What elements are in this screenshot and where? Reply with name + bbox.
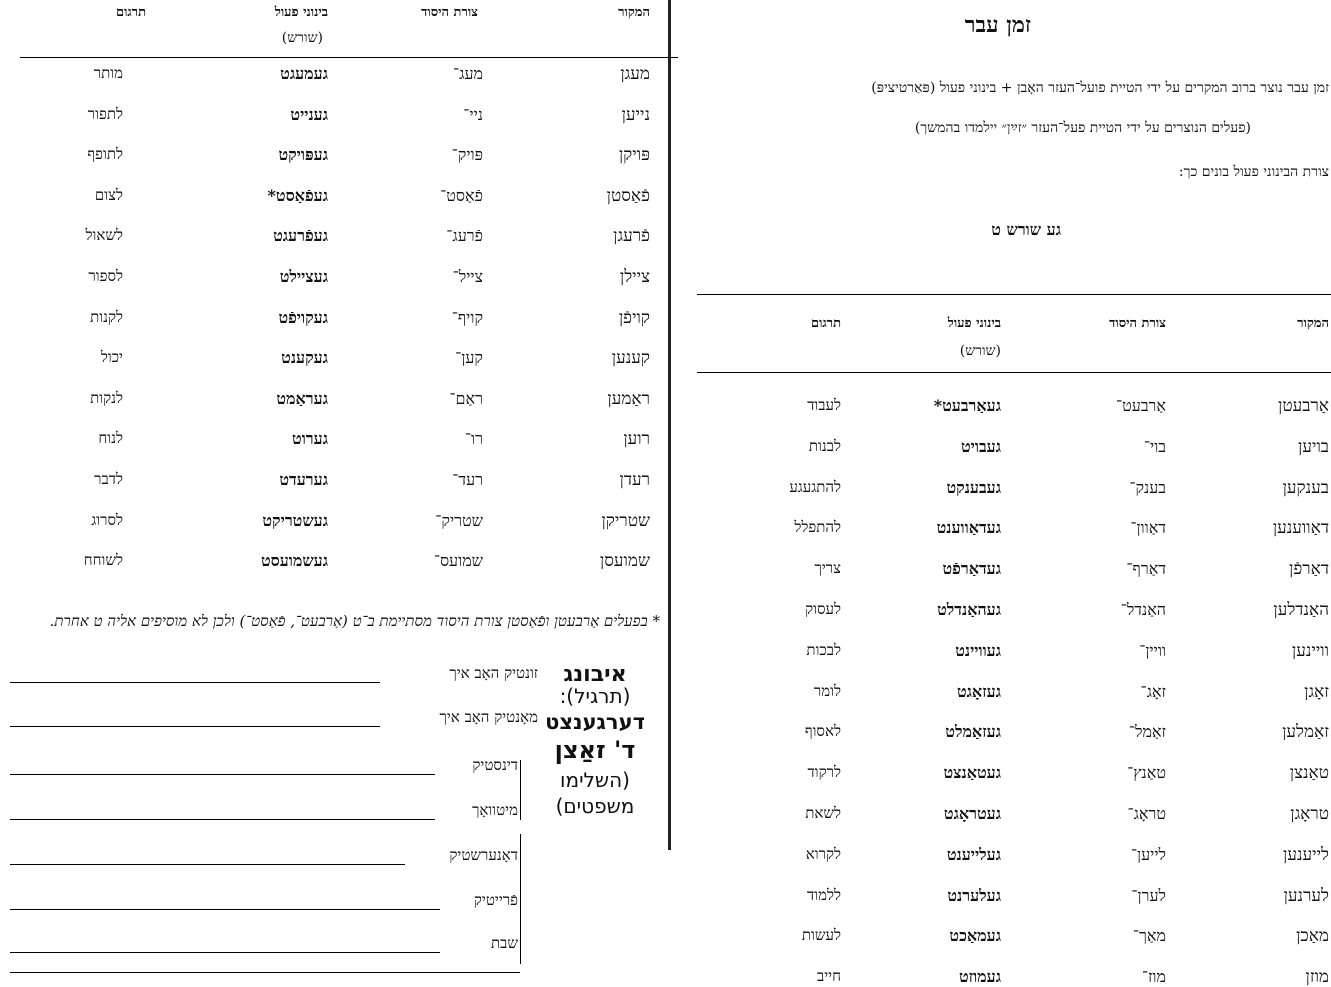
exercise-bracket	[520, 834, 521, 964]
cell-base: ניי־	[463, 104, 483, 124]
intro-paragraph: זמן עבר נוצר ברוב המקרים על ידי הטיית פועל־העזר האָבן + בינוני פעול (פּאַרטיציפּ)	[871, 80, 1329, 96]
header-source: המקור	[1297, 316, 1329, 331]
exercise-day-label: דינסטיק	[472, 756, 518, 774]
exercise-answer-line[interactable]	[10, 819, 435, 820]
exercise-day-label: דאָנערשטיק	[449, 846, 518, 864]
cell-base: פּויק־	[451, 145, 483, 165]
cell-source: מעגן	[620, 64, 650, 84]
cell-base: ראַם־	[449, 388, 483, 408]
cell-translation: לנוח	[98, 429, 123, 448]
cell-base: אַרבעט־	[1115, 396, 1166, 415]
left-page	[10, 0, 678, 977]
cell-participle: געפֿרעגט	[273, 226, 328, 246]
cell-base: שמועס־	[433, 551, 483, 571]
cell-translation: יכול	[100, 348, 123, 367]
cell-source: האַנדלען	[1273, 600, 1329, 620]
stamp-subtitle: (תרגיל):	[559, 684, 631, 708]
exercise-day-label: מיטוואָך	[472, 801, 518, 819]
cell-base: פֿרעג־	[446, 226, 483, 246]
stamp-line1: דערגענצט	[545, 710, 645, 734]
cell-source: לערנען	[1283, 885, 1329, 906]
cell-base: רו־	[464, 429, 483, 449]
cell-translation: לאסוף	[804, 722, 841, 741]
exercise-answer-line[interactable]	[10, 774, 435, 775]
cell-translation: לקרוא	[805, 844, 841, 863]
cell-translation: להתפלל	[794, 518, 841, 537]
header-participle: בינוני פעול	[947, 316, 1001, 331]
cell-translation: לשאת	[805, 804, 841, 822]
cell-participle: געבענקט	[946, 477, 1001, 497]
cell-participle: געטראָגט	[943, 804, 1001, 823]
cell-source: מוזן	[1305, 967, 1329, 987]
intro-note: (פעלים הנוצרים על ידי הטיית פעל־העזר ״זײַן״ יילמדו בהמשך)	[914, 120, 1251, 136]
cell-source: אַרבעטן	[1278, 396, 1329, 416]
cell-translation: צריך	[814, 559, 841, 578]
exercise-day-label: זונטיק האָב איך	[449, 664, 538, 682]
cell-source: שמועסן	[599, 551, 650, 572]
cell-participle: גענייט	[290, 104, 328, 124]
cell-participle: געבויט	[961, 436, 1001, 456]
cell-base: מאַך־	[1132, 926, 1166, 946]
cell-base: פֿאַסט־	[440, 185, 483, 205]
intro-instruction: צורת הבינוני פעול בונים כך:	[1178, 164, 1329, 180]
header-participle: בינוני פעול	[274, 5, 328, 20]
table-top-rule	[697, 294, 1331, 295]
cell-source: שטריקן	[601, 510, 650, 531]
cell-participle: געפּויקט	[278, 145, 328, 165]
page-title: זמן עבר	[964, 12, 1031, 38]
cell-participle: געאַרבעט*	[933, 396, 1001, 415]
cell-participle: געציילט	[279, 267, 328, 286]
cell-translation: לומר	[813, 681, 841, 700]
cell-participle: געדאַרפֿט	[942, 559, 1001, 579]
cell-base: קויף־	[451, 307, 483, 327]
cell-source: בענקען	[1282, 477, 1329, 498]
cell-source: זאָגן	[1304, 681, 1329, 702]
cell-base: מוז־	[1141, 967, 1166, 987]
cell-participle: גערעדט	[279, 470, 328, 489]
cell-participle: געמעגט	[280, 64, 328, 83]
exercise-answer-line[interactable]	[10, 909, 440, 910]
cell-source: זאַמלען	[1282, 722, 1329, 743]
cell-source: טאַנצן	[1289, 763, 1329, 784]
cell-base: האַנדל־	[1120, 600, 1166, 619]
exercise-day-label: פֿרייטיק	[473, 891, 518, 909]
bottom-rule	[10, 972, 520, 973]
stamp-line4: משפטים)	[555, 794, 635, 818]
right-page	[685, 0, 1331, 987]
cell-base: קען־	[455, 348, 483, 368]
cell-participle: געלערנט	[947, 885, 1001, 905]
cell-participle: געדאַווענט	[936, 518, 1001, 538]
header-translation: תרגום	[810, 316, 841, 331]
exercise-day-label: מאָנטיק האָב איך	[439, 708, 538, 726]
cell-source: בויען	[1298, 436, 1329, 457]
cell-participle: געמאַכט	[949, 926, 1001, 946]
cell-translation: לרקוד	[807, 763, 841, 782]
cell-participle: געפֿאַסט*	[267, 185, 328, 205]
cell-base: לערן־	[1131, 885, 1166, 905]
cell-participle: געזאָגט	[956, 681, 1001, 701]
cell-translation: ללמוד	[807, 885, 841, 904]
exercise-answer-line[interactable]	[10, 864, 405, 865]
cell-base: זאַמל־	[1128, 722, 1166, 742]
cell-source: קענען	[611, 348, 650, 369]
cell-source: מאַכן	[1296, 926, 1329, 947]
cell-source: לייענען	[1283, 844, 1329, 865]
cell-translation: לתופף	[87, 145, 123, 164]
cell-source: רוען	[623, 429, 650, 450]
cell-base: צייל־	[452, 267, 483, 286]
cell-base: טראָג־	[1127, 804, 1166, 823]
cell-participle: געהאַנדלט	[937, 600, 1001, 619]
cell-source: דאַרפֿן	[1289, 559, 1329, 580]
stamp-line2: ד' זאַצן	[554, 736, 636, 764]
cell-base: בוי־	[1143, 436, 1166, 456]
header-root: (שורש)	[959, 343, 1001, 359]
cell-translation: לבנות	[808, 436, 841, 455]
cell-participle: געראַמט	[276, 388, 328, 408]
cell-participle: געקענט	[281, 348, 328, 368]
cell-participle: געטאַנצט	[943, 763, 1001, 783]
exercise-answer-line[interactable]	[10, 952, 440, 953]
cell-translation: לשוחח	[83, 551, 123, 570]
cell-translation: לעסוק	[805, 600, 841, 618]
exercise-answer-line[interactable]	[10, 726, 380, 727]
cell-source: דאַווענען	[1272, 518, 1329, 539]
cell-participle: געשטריקט	[262, 510, 328, 530]
cell-participle: געמוזט	[958, 967, 1001, 987]
cell-source: פֿרעגן	[613, 226, 650, 247]
participle-formula: גע שורש ט	[991, 220, 1061, 239]
cell-base: מעג־	[453, 64, 483, 83]
cell-translation: לעבוד	[807, 396, 841, 414]
header-translation: תרגום	[115, 5, 146, 20]
cell-translation: לסרוג	[91, 510, 123, 529]
cell-translation: לנקות	[90, 388, 123, 407]
header-root: (שורש)	[281, 30, 323, 46]
cell-participle: געלייענט	[946, 844, 1001, 864]
cell-base: דאַרף־	[1126, 559, 1166, 579]
header-source: המקור	[618, 5, 650, 20]
header-base: צורת היסוד	[421, 5, 478, 20]
cell-source: נייען	[621, 104, 650, 125]
cell-source: רעדן	[619, 470, 650, 490]
exercise-bracket	[520, 760, 521, 820]
cell-base: טאַנץ־	[1127, 763, 1166, 783]
cell-translation: לשאול	[85, 226, 123, 245]
header-rule	[697, 372, 1331, 373]
cell-base: בענק־	[1129, 477, 1166, 497]
exercise-day-label: שבת	[491, 934, 518, 952]
cell-participle: געקויפֿט	[278, 307, 328, 327]
cell-translation: מותר	[93, 64, 123, 82]
cell-translation: לספור	[88, 267, 123, 285]
cell-translation: לעשות	[801, 926, 841, 945]
stamp-line3: (השלימו	[560, 768, 630, 792]
cell-base: דאַוון־	[1130, 518, 1166, 538]
cell-translation: לבכות	[806, 640, 841, 659]
cell-translation: לצום	[94, 185, 123, 204]
cell-translation: לתפור	[87, 104, 123, 123]
cell-base: שטריק־	[435, 510, 483, 530]
cell-source: ראַמען	[607, 388, 650, 409]
exercise-answer-line[interactable]	[10, 682, 380, 683]
cell-translation: חייב	[817, 967, 841, 986]
header-rule	[20, 57, 678, 58]
footnote: * בפעלים אַרבעטן ופֿאַסטן צורת היסוד מסתיימת ב־ט (אַרבעט־, פֿאַסט־) ולכן לא מוסיפים אליה ט אחרת.	[49, 612, 660, 630]
cell-translation: לדבר	[94, 470, 123, 488]
cell-participle: געזאַמלט	[945, 722, 1001, 742]
cell-source: טראָגן	[1290, 804, 1329, 824]
cell-source: וויינען	[1291, 640, 1329, 661]
stamp-title: איבונג	[563, 662, 627, 687]
cell-source: פּויקן	[618, 145, 650, 166]
cell-source: ציילן	[619, 267, 650, 287]
cell-base: זאָג־	[1140, 681, 1166, 701]
cell-base: וויין־	[1139, 640, 1166, 660]
cell-participle: גערוט	[292, 429, 328, 449]
cell-source: פֿאַסטן	[606, 185, 650, 206]
cell-base: רעד־	[452, 470, 483, 489]
cell-participle: געוויינט	[955, 640, 1001, 660]
cell-translation: להתגעגע	[789, 477, 841, 496]
cell-translation: לקנות	[90, 307, 123, 326]
header-base: צורת היסוד	[1109, 316, 1166, 331]
cell-participle: געשמועסט	[260, 551, 328, 571]
cell-source: קויפֿן	[618, 307, 650, 328]
cell-base: לייען־	[1130, 844, 1166, 864]
